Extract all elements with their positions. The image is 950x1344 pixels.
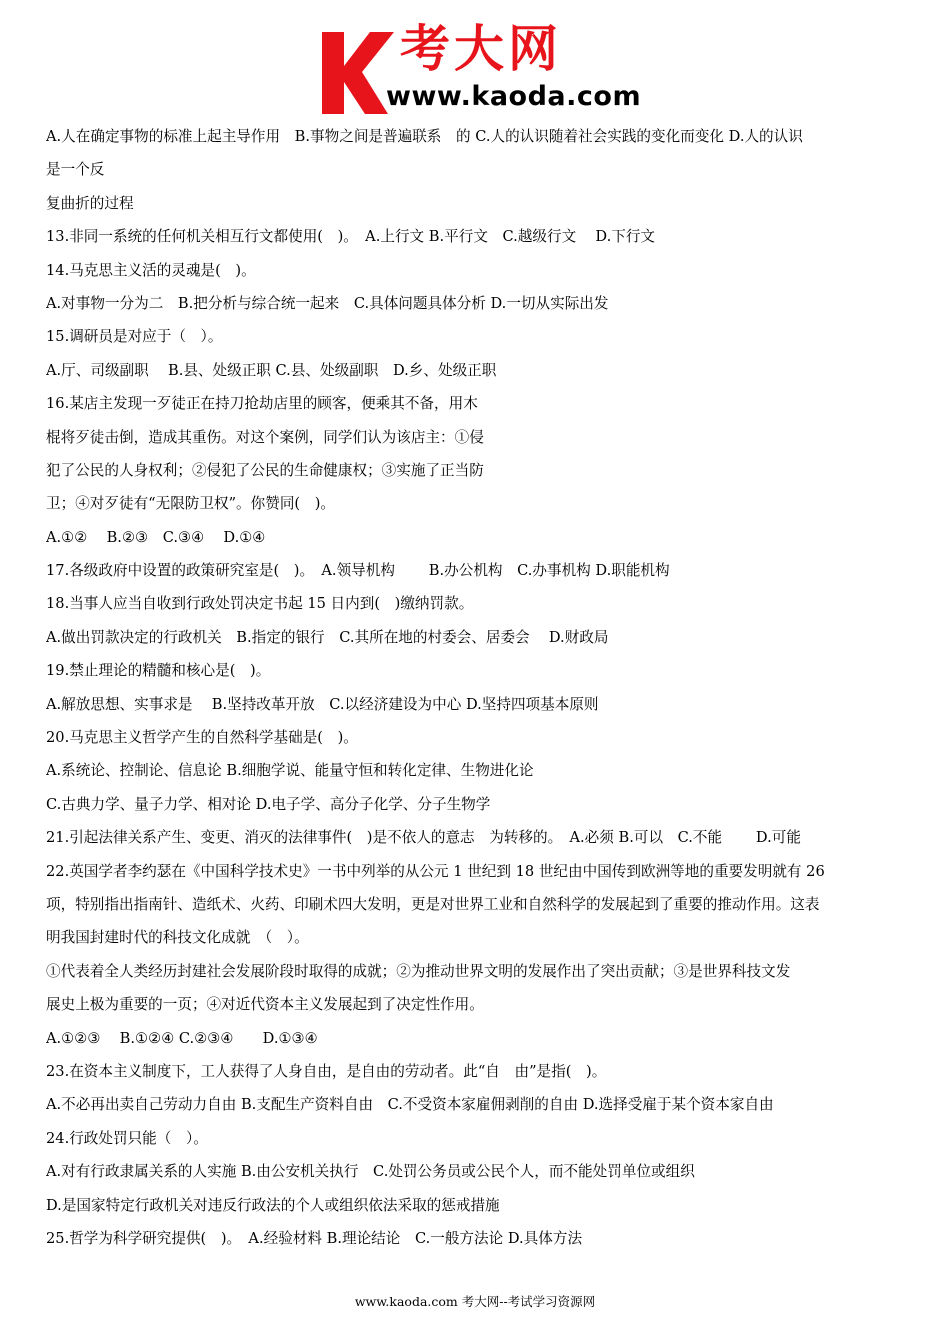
question-20-options: A.系统论、控制论、信息论 B.细胞学说、能量守恒和转化定律、生物进化论 [46, 762, 534, 780]
question-16-options: A.①② B.②③ C.③④ D.①④ [46, 528, 266, 546]
question-22-statements: ①代表着全人类经历封建社会发展阶段时取得的成就；②为推动世界文明的发展作出了突出贡献；③是世界科技文发 [46, 962, 791, 980]
question-14: 14.马克思主义活的灵魂是( )。 [46, 261, 256, 279]
logo-url-text: www.kaoda.com [386, 81, 642, 112]
text-line: 复曲折的过程 [46, 194, 134, 212]
question-15-options: A.厅、司级副职 B.县、处级正职 C.县、处级副职 D.乡、处级正职 [46, 361, 497, 379]
question-24-options: D.是国家特定行政机关对违反行政法的个人或组织依法采取的惩戒措施 [46, 1196, 500, 1214]
question-19: 19.禁止理论的精髓和核心是( )。 [46, 662, 271, 680]
question-23: 23.在资本主义制度下，工人获得了人身自由，是自由的劳动者。此“自 由”是指( )。 [46, 1062, 607, 1080]
question-22-statements: 展史上极为重要的一页；④对近代资本主义发展起到了决定性作用。 [46, 996, 484, 1014]
question-20-options: C.古典力学、量子力学、相对论 D.电子学、高分子化学、分子生物学 [46, 795, 491, 813]
question-17: 17.各级政府中设置的政策研究室是( )。 A.领导机构 B.办公机构 C.办事机构 D.职能机构 [46, 562, 670, 580]
question-22-text: 项，特别指出指南针、造纸术、火药、印刷术四大发明，更是对世界工业和自然科学的发展起到了重要的推动作用。这表 [46, 895, 820, 913]
question-24: 24.行政处罚只能（ ）。 [46, 1129, 208, 1147]
text-line: A.人在确定事物的标准上起主导作用 B.事物之间是普遍联系 的 C.人的认识随着社会实践的变化而变化 D.人的认识 [46, 128, 803, 145]
question-15: 15.调研员是对应于（ ）。 [46, 328, 223, 346]
question-19-options: A.解放思想、实事求是 B.坚持改革开放 C.以经济建设为中心 D.坚持四项基本原则 [46, 695, 599, 713]
page-footer: www.kaoda.com 考大网--考试学习资源网 [354, 1294, 596, 1309]
question-16-text: 卫；④对歹徒有“无限防卫权”。你赞同( )。 [46, 495, 335, 513]
question-18: 18.当事人应当自收到行政处罚决定书起 15 日内到( )缴纳罚款。 [46, 595, 474, 613]
logo-brand-text: 考大网 [400, 20, 562, 78]
question-21: 21.引起法律关系产生、变更、消灭的法律事件( )是不依人的意志 为转移的。 A.必须 B.可以 C.不能 D.可能 [46, 829, 801, 847]
text-line: 是一个反 [46, 161, 105, 179]
question-13: 13.非同一系统的任何机关相互行文都使用( )。 A.上行文 B.平行文 C.越级行文 D.下行文 [46, 228, 656, 246]
question-23-options: A.不必再出卖自己劳动力自由 B.支配生产资料自由 C.不受资本家雇佣剥削的自由 D.选择受雇于某个资本家自由 [46, 1096, 774, 1114]
question-14-options: A.对事物一分为二 B.把分析与综合统一起来 C.具体问题具体分析 D.一切从实际出发 [46, 294, 609, 312]
question-20: 20.马克思主义哲学产生的自然科学基础是( )。 [46, 729, 358, 747]
question-22-options: A.①②③ B.①②④ C.②③④ D.①③④ [46, 1029, 318, 1047]
kaoda-logo [318, 18, 648, 118]
question-22-text: 明我国封建时代的科技文化成就 （ ）。 [46, 929, 309, 947]
question-25: 25.哲学为科学研究提供( )。 A.经验材料 B.理论结论 C.一般方法论 D.具体方法 [46, 1229, 583, 1247]
question-16-text: 犯了公民的人身权利；②侵犯了公民的生命健康权；③实施了正当防 [46, 461, 484, 479]
question-22: 22.英国学者李约瑟在《中国科学技术史》一书中列举的从公元 1 世纪到 18 世纪由中国传到欧洲等地的重要发明就有 26 [46, 862, 825, 880]
question-16-text: 棍将歹徒击倒，造成其重伤。对这个案例，同学们认为该店主：①侵 [46, 428, 484, 446]
document-body [46, 120, 912, 1255]
question-18-options: A.做出罚款决定的行政机关 B.指定的银行 C.其所在地的村委会、居委会 D.财政局 [46, 628, 609, 646]
question-24-options: A.对有行政隶属关系的人实施 B.由公安机关执行 C.处罚公务员或公民个人，而不能处罚单位或组织 [46, 1163, 695, 1181]
question-16: 16.某店主发现一歹徒正在持刀抢劫店里的顾客，便乘其不备，用木 [46, 395, 478, 413]
